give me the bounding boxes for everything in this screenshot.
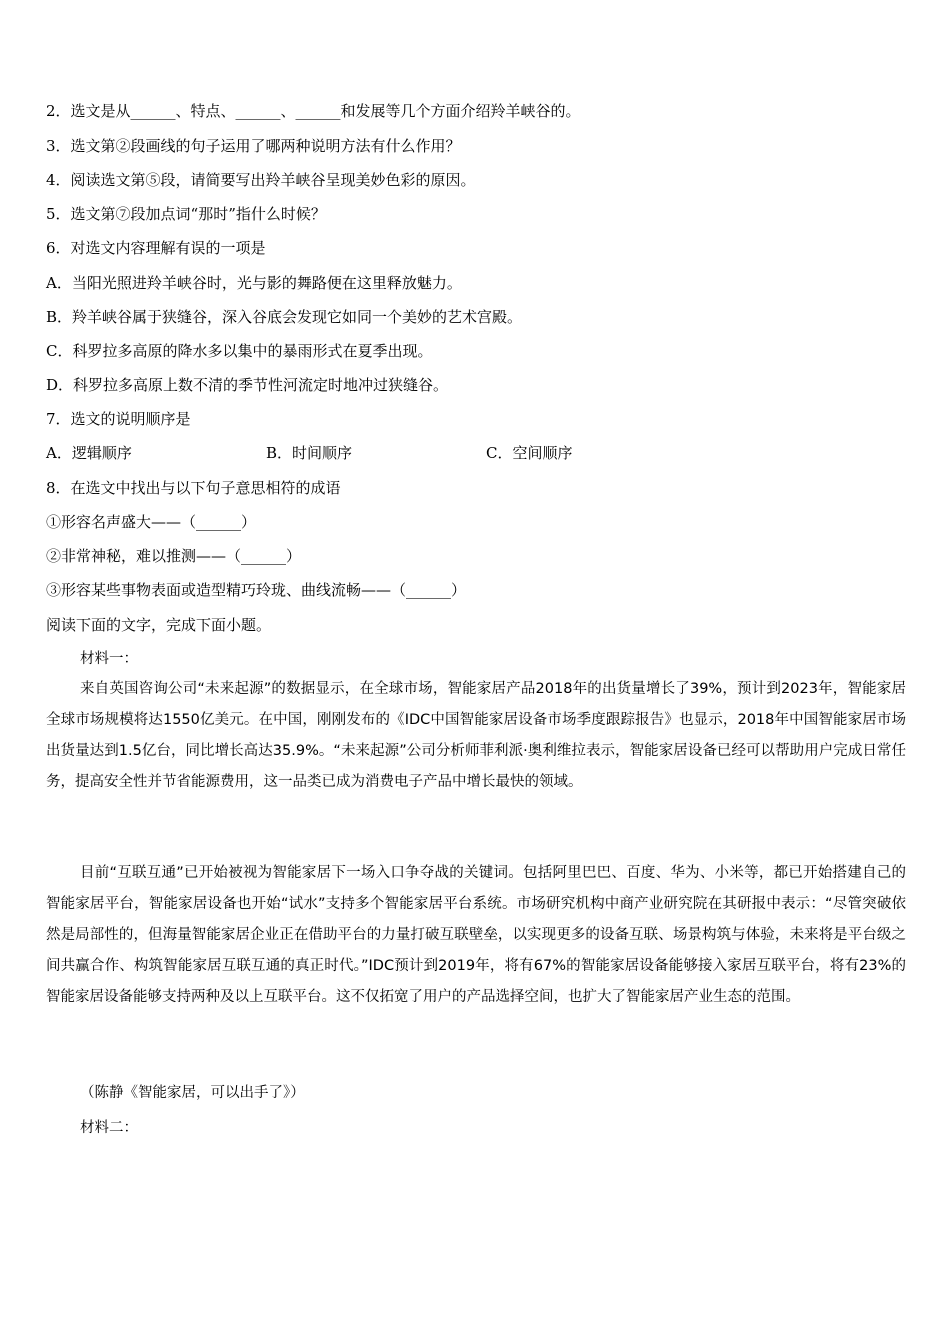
- question-7: 7．选文的说明顺序是: [46, 410, 191, 428]
- question-6-option-d: D．科罗拉多高原上数不清的季节性河流定时地冲过狭缝谷。: [46, 376, 449, 394]
- question-6-option-b: B．羚羊峡谷属于狭缝谷，深入谷底会发现它如同一个美妙的艺术宫殿。: [46, 308, 523, 326]
- material-1-paragraph-2: 目前“互联互通”已开始被视为智能家居下一场入口争夺战的关键词。包括阿里巴巴、百度、华为、小米等，都已开始搭建自己的智能家居平台，智能家居设备也开始“试水”支持多个智能家居平台系统。市场研究机构中商产业研究院在其研报中表示：“尽管突破依然是局部性的，但海量智能家居企业正在借助平台的力量打破互联壁垒，以实现更多的设备互联、场景构筑与体验，未来将是平台级之间共赢合作、构筑智能家居互联互通的真正时代。”IDC预计到2019年，将有67%的智能家居设备能够接入家居互联平台，将有23%的智能家居设备能够支持两种及以上互联平台。这不仅拓宽了用户的产品选择空间，也扩大了智能家居产业生态的范围。: [46, 865, 906, 1005]
- material-1-paragraph-1: 来自英国咨询公司“未来起源”的数据显示，在全球市场，智能家居产品2018年的出货量增长了39%，预计到2023年，智能家居全球市场规模将达1550亿美元。在中国，刚刚发布的《IDC中国智能家居设备市场季度跟踪报告》也显示，2018年中国智能家居市场出货量达到1.5亿台，同比增长高达35.9%。“未来起源”公司分析师菲利派·奥利维拉表示，智能家居设备已经可以帮助用户完成日常任务，提高安全性并节省能源费用，这一品类已成为消费电子产品中增长最快的领域。: [46, 681, 906, 790]
- question-7-option-a: A．逻辑顺序: [46, 444, 132, 462]
- question-7-option-c: C．空间顺序: [486, 444, 573, 462]
- question-7-option-b: B．时间顺序: [266, 444, 353, 462]
- material-2-label: 材料二：: [80, 1120, 138, 1136]
- question-8-item-1: ①形容名声盛大——（______）: [46, 513, 257, 531]
- question-8-item-2: ②非常神秘，难以推测——（______）: [46, 547, 302, 565]
- material-1-label: 材料一：: [80, 651, 138, 667]
- reading-intro: 阅读下面的文字，完成下面小题。: [46, 616, 272, 634]
- material-1-source: （陈静《智能家居，可以出手了》）: [80, 1085, 305, 1101]
- question-6-option-a: A．当阳光照进羚羊峡谷时，光与影的舞路便在这里释放魅力。: [46, 274, 462, 292]
- question-5: 5．选文第⑦段加点词“那时”指什么时候？: [46, 205, 326, 223]
- question-2: 2．选文是从______、特点、______、______和发展等几个方面介绍羚羊峡谷的。: [46, 102, 581, 120]
- question-6-option-c: C．科罗拉多高原的降水多以集中的暴雨形式在夏季出现。: [46, 342, 433, 360]
- question-4: 4．阅读选文第⑤段，请简要写出羚羊峡谷呈现美妙色彩的原因。: [46, 171, 476, 189]
- question-8: 8．在选文中找出与以下句子意思相符的成语: [46, 479, 341, 497]
- question-8-item-3: ③形容某些事物表面或造型精巧玲珑、曲线流畅——（______）: [46, 581, 467, 599]
- question-3: 3．选文第②段画线的句子运用了哪两种说明方法有什么作用？: [46, 137, 461, 155]
- question-6: 6．对选文内容理解有误的一项是: [46, 239, 266, 257]
